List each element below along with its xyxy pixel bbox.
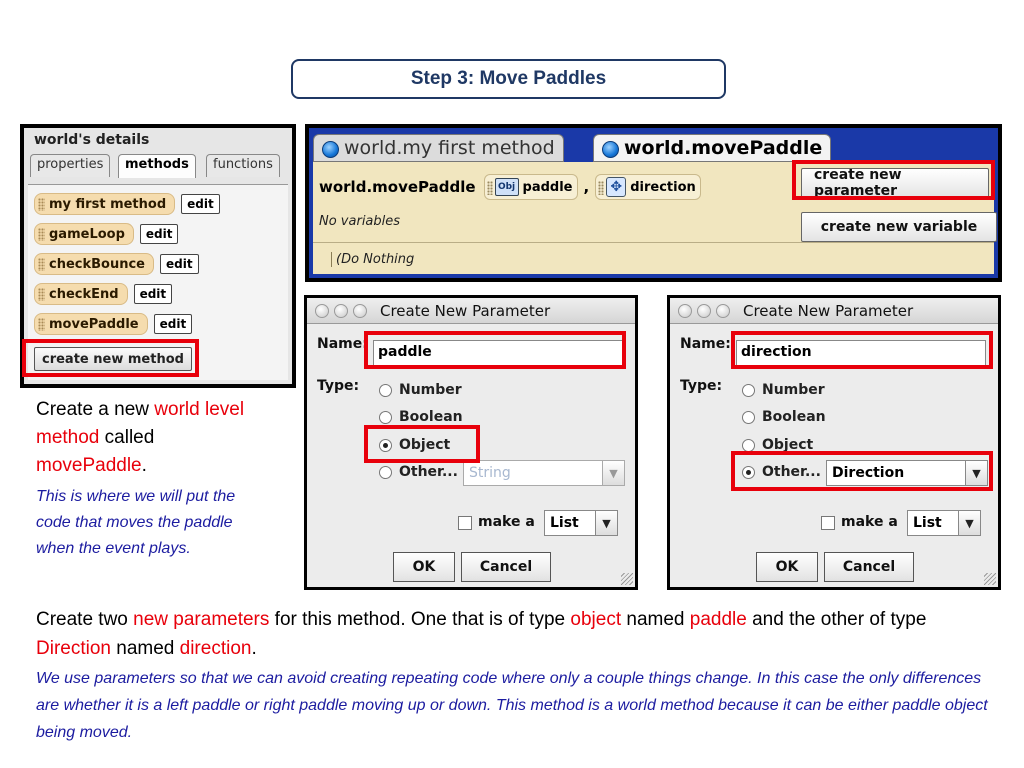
dialog-title: Create New Parameter [380,301,551,320]
edit-button[interactable]: edit [181,194,220,214]
radio-boolean[interactable] [742,409,826,425]
text-run: named [110,638,180,659]
create-new-parameter-button[interactable]: create new parameter [801,168,989,198]
details-header: world's details [24,128,292,154]
method-tab-icon [602,141,619,158]
text-run: Create a new [36,399,155,420]
select-value: List [550,515,579,531]
radio-label: Other... [399,464,458,480]
chevron-down-icon: ▼ [965,461,987,485]
method-row [34,223,178,245]
object-icon: Obj [495,178,519,196]
chevron-down-icon: ▼ [595,511,617,535]
no-variables-label: No variables [319,214,401,229]
move-arrows-icon: ✥ [606,177,626,197]
make-list-checkbox[interactable] [458,516,472,530]
tab-label: world.movePaddle [624,137,823,159]
edit-button[interactable]: edit [140,224,179,244]
chevron-down-icon: ▼ [958,511,980,535]
text-run-highlight: movePaddle [36,455,142,476]
radio-label: Boolean [762,409,826,425]
edit-button[interactable]: edit [160,254,199,274]
param-paddle[interactable] [484,174,578,200]
edit-button[interactable]: edit [154,314,193,334]
name-label: Name: [317,336,368,352]
param-direction[interactable] [595,174,701,200]
resize-grip-icon[interactable] [984,573,996,585]
radio-object[interactable] [742,437,813,453]
select-value: String [469,465,511,481]
radio-button-selected [742,466,755,479]
method-gameloop[interactable]: gameLoop [34,223,134,245]
text-run-highlight: object [570,609,622,630]
ok-button[interactable]: OK [756,552,818,582]
radio-button [742,439,755,452]
radio-number[interactable] [742,382,825,398]
create-parameter-dialog-direction [667,295,1001,590]
other-type-select[interactable] [826,460,988,486]
minimize-dot-icon[interactable] [697,304,711,318]
ok-button[interactable]: OK [393,552,455,582]
create-new-method-button[interactable]: create new method [34,347,192,371]
radio-label: Object [399,437,451,453]
resize-grip-icon[interactable] [621,573,633,585]
slide-title: Step 3: Move Paddles [291,59,726,99]
select-value: List [913,515,942,531]
method-row [34,253,199,275]
minimize-dot-icon[interactable] [334,304,348,318]
method-row [34,193,220,215]
method-signature [319,174,701,200]
method-row [34,283,172,305]
left-note: This is where we will put the code that moves the paddle when the event plays. [36,488,236,557]
dialog-titlebar [670,298,998,324]
text-run: and the other of type [746,609,927,630]
zoom-dot-icon[interactable] [353,304,367,318]
edit-button[interactable]: edit [134,284,173,304]
radio-label: Other... [762,464,821,480]
tab-methods[interactable]: methods [118,154,196,178]
make-a-label: make a [841,514,898,530]
dialog-title: Create New Parameter [743,301,914,320]
radio-label: Boolean [399,409,463,425]
text-run: Create two [36,609,134,630]
method-movepaddle[interactable]: movePaddle [34,313,148,335]
radio-button-selected [379,439,392,452]
create-new-variable-button[interactable]: create new variable [801,212,997,242]
text-run-highlight: world level method [36,399,245,448]
param-name: paddle [522,179,573,195]
left-instruction [36,396,268,480]
radio-button [379,411,392,424]
list-select[interactable] [544,510,618,536]
text-run: for this method. One that is of type [269,609,571,630]
make-list-checkbox[interactable] [821,516,835,530]
methods-list [28,184,288,380]
text-run: called [99,427,155,448]
text-run: . [251,638,257,659]
method-name: world.movePaddle [319,178,476,196]
close-dot-icon[interactable] [315,304,329,318]
radio-object[interactable] [379,437,450,453]
name-input[interactable]: direction [736,340,986,366]
bottom-note: We use parameters so that we can avoid creating repeating code where only a couple things change. In this case the only differences are whether it is a left paddle or right paddle moving up or down. This method is a world method because it can be either paddle object being moved. [36,670,988,741]
text-run: . [141,455,147,476]
do-nothing-block[interactable]: (Do Nothing [331,252,414,267]
name-input[interactable]: paddle [373,340,623,366]
param-separator: , [583,178,590,196]
method-editor [305,124,1002,282]
tab-properties[interactable]: properties [30,154,110,177]
radio-label: Number [762,382,825,398]
name-label: Name: [680,336,731,352]
radio-button [742,411,755,424]
text-run-highlight: new parameters [133,609,270,630]
close-dot-icon[interactable] [678,304,692,318]
tab-world-movepaddle[interactable] [593,134,831,162]
type-label: Type: [317,378,360,394]
text-run-highlight: paddle [689,609,747,630]
method-row [34,313,192,335]
editor-body [313,162,994,274]
param-name: direction [630,179,696,195]
radio-label: Number [399,382,462,398]
type-label: Type: [680,378,723,394]
chevron-down-icon: ▼ [602,461,624,485]
method-my-first-method[interactable]: my first method [34,193,175,215]
cancel-button[interactable]: Cancel [461,552,551,582]
list-select[interactable] [907,510,981,536]
radio-other[interactable] [742,464,821,480]
make-a-label: make a [478,514,535,530]
tab-label: world.my first method [344,137,555,159]
details-tabs [30,154,292,178]
divider [313,242,994,243]
radio-label: Object [762,437,814,453]
radio-other[interactable] [379,464,458,480]
text-run-highlight: direction [179,638,252,659]
world-details-panel [20,124,296,388]
create-parameter-dialog-paddle [304,295,638,590]
radio-boolean[interactable] [379,409,463,425]
text-run: named [621,609,690,630]
cancel-button[interactable]: Cancel [824,552,914,582]
dialog-titlebar [307,298,635,324]
bottom-instruction [36,605,996,663]
radio-button [379,466,392,479]
tab-functions[interactable]: functions [206,154,280,177]
other-type-select [463,460,625,486]
method-checkbounce[interactable]: checkBounce [34,253,154,275]
zoom-dot-icon[interactable] [716,304,730,318]
radio-button [742,384,755,397]
radio-number[interactable] [379,382,462,398]
select-value: Direction [832,465,905,481]
radio-button [379,384,392,397]
tab-world-my-first-method[interactable] [313,134,564,162]
text-run-highlight: Direction [36,638,111,659]
method-tab-icon [322,141,339,158]
method-checkend[interactable]: checkEnd [34,283,128,305]
